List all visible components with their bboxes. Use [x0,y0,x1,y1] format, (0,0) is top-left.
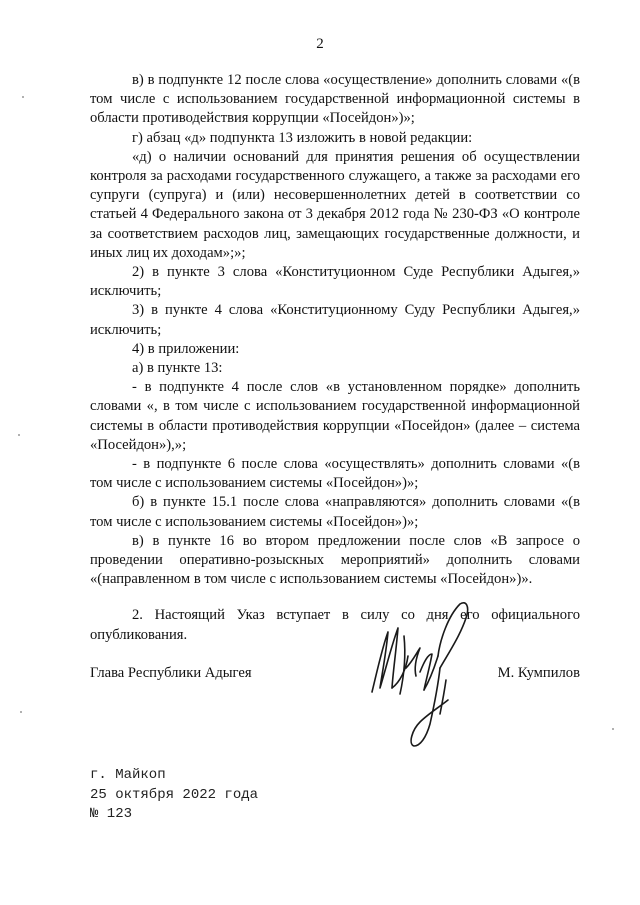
scan-speck [612,728,614,730]
decree-number: № 123 [90,806,133,822]
handwritten-signature [366,596,474,750]
scan-speck [22,96,24,98]
page-number: 2 [316,36,324,52]
signer-name: М. Кумпилов [497,665,580,681]
paragraph-4: 4) в приложении: [132,340,240,357]
paragraph-4-v: в) в пункте 16 во втором предложении после слов «В запросе о проведении оперативно-розыскных мероприятий» дополнить словами «(направленном в том числе с использованием системы «Посейдон»)». [90,532,580,588]
paragraph-4-a-2: - в подпункте 6 после слова «осуществлять» дополнить словами «(в том числе с использованием системы «Посейдон»)»; [90,456,580,492]
document-body [90,71,580,645]
paragraph-3: 3) в пункте 4 слова «Конституционному Суду Республики Адыгея,» исключить; [90,302,580,338]
city: г. Майкоп [90,767,166,783]
paragraph-1-v: в) в подпункте 12 после слова «осуществление» дополнить словами «(в том числе с использованием государственной информационной системы в области противодействия коррупции «Посейдон»)»; [90,72,580,127]
paragraph-4-a-1: - в подпункте 4 после слов «в установленном порядке» дополнить словами «, в том числе с использованием государственной информационной системы в области противодействия коррупции «Посейдон» (далее – система «Посейдон»),»; [90,379,580,453]
paragraph-4-a: а) в пункте 13: [132,360,223,377]
signer-title: Глава Республики Адыгея [90,665,252,681]
scan-speck [20,711,22,713]
date: 25 октября 2022 года [90,786,259,803]
paragraph-1-g-text: «д) о наличии оснований для принятия решения об осуществлении контроля за расходами государственного служащего, а также за расходами его супруги (супруга) и (или) несовершеннолетних детей в соответствии со статьей 4 Федерального закона от 3 декабря 2012 года № 230-ФЗ «О контроле за соответствием расходов лиц, замещающих государственные должности, и иных лиц их доходам»;»; [90,148,580,261]
paragraph-4-b: б) в пункте 15.1 после слова «направляются» дополнить словами «(в том числе с использованием системы «Посейдон»)»; [90,494,580,530]
scan-speck [18,434,20,436]
paragraph-2: 2) в пункте 3 слова «Конституционном Суде Республики Адыгея,» исключить; [90,264,580,300]
final-paragraph: 2. Настоящий Указ вступает в силу со дня его официального опубликования. [90,607,580,643]
paragraph-1-g: г) абзац «д» подпункта 13 изложить в новой редакции: [132,129,473,146]
place-date-block [90,766,258,825]
